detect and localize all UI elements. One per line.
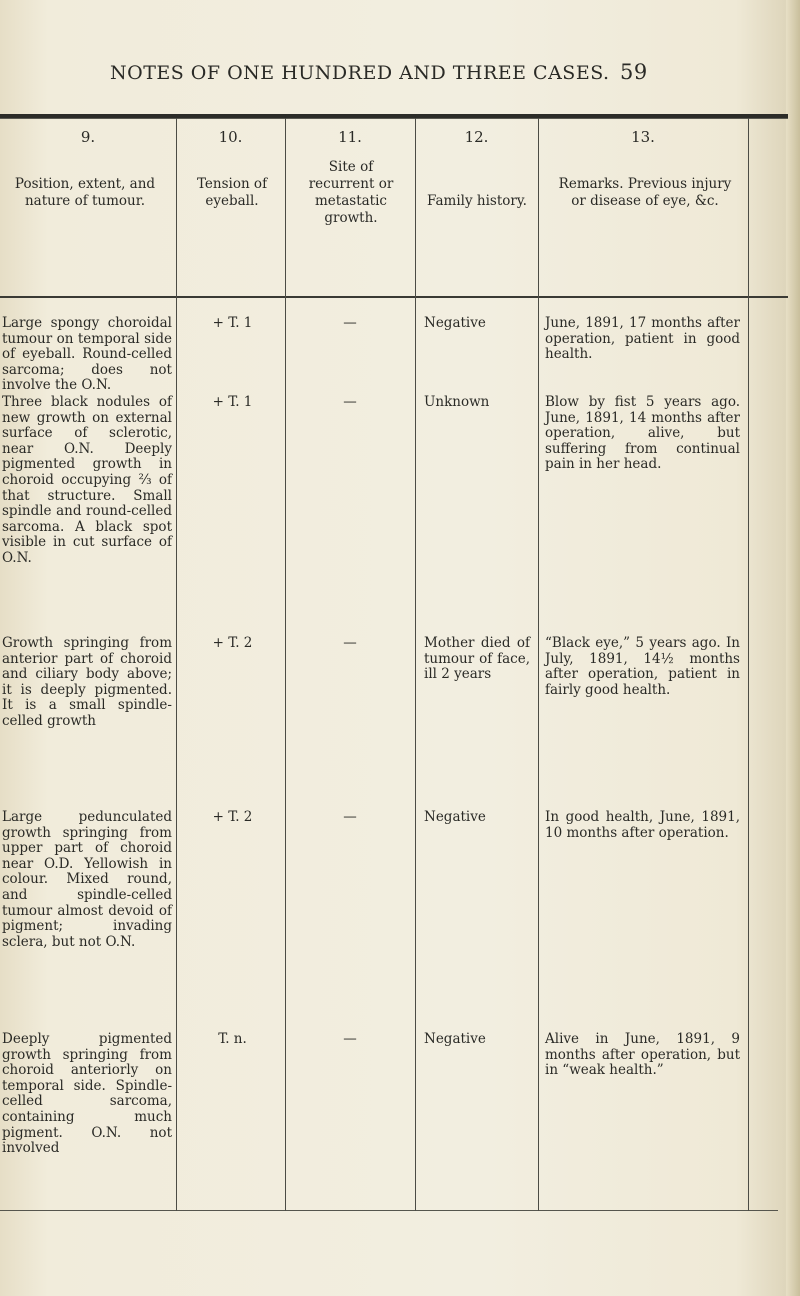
row-5-position: Deeply pigmented growth springing from choroid anteriorly on temporal side. Spindle-celled sarcoma, containing much pigment. O.N. not involved bbox=[2, 1031, 172, 1157]
column-heading-site: Site of recurrent or metastatic growth. bbox=[308, 159, 394, 226]
page-number: 59 bbox=[620, 60, 648, 84]
running-title: NOTES OF ONE HUNDRED AND THREE CASES. bbox=[110, 62, 610, 84]
column-divider bbox=[285, 118, 286, 1211]
column-number-13: 13. bbox=[631, 128, 655, 146]
column-number-11: 11. bbox=[338, 128, 362, 146]
row-3-remarks: “Black eye,” 5 years ago. In July, 1891, 14½ months after operation, patient in fairly good health. bbox=[545, 635, 740, 698]
column-heading-position: Position, extent, and nature of tumour. bbox=[14, 176, 156, 209]
row-1-family: Negative bbox=[424, 315, 486, 331]
column-heading-remarks: Remarks. Previous injury or disease of eye, &c. bbox=[558, 176, 732, 209]
row-3-site: — bbox=[343, 635, 357, 651]
row-4-site: — bbox=[343, 809, 357, 825]
column-divider bbox=[538, 118, 539, 1211]
row-1-position: Large spongy choroidal tumour on temporal side of eyeball. Round-celled sarcoma; does not involve the O.N. bbox=[2, 315, 172, 394]
page-edge bbox=[786, 0, 800, 1296]
row-1-tension: + T. 1 bbox=[212, 315, 253, 331]
row-2-site: — bbox=[343, 394, 357, 410]
row-4-tension: + T. 2 bbox=[212, 809, 253, 825]
row-2-position: Three black nodules of new growth on external surface of sclerotic, near O.N. Deeply pigmented growth in choroid occupying ⅔ of that structure. Small spindle and round-celled sarcoma. A black spot visible in cut surface of O.N. bbox=[2, 394, 172, 566]
row-5-tension: T. n. bbox=[218, 1031, 247, 1047]
row-5-family: Negative bbox=[424, 1031, 486, 1047]
row-5-remarks: Alive in June, 1891, 9 months after operation, but in “weak health.” bbox=[545, 1031, 740, 1079]
row-4-remarks: In good health, June, 1891, 10 months after operation. bbox=[545, 809, 740, 841]
bottom-rule bbox=[0, 1210, 778, 1211]
row-2-tension: + T. 1 bbox=[212, 394, 253, 410]
row-4-family: Negative bbox=[424, 809, 486, 825]
row-3-position: Growth springing from anterior part of choroid and ciliary body above; it is deeply pigmented. It is a small spindle-celled growth bbox=[2, 635, 172, 729]
running-head bbox=[0, 60, 800, 90]
header-rule bbox=[0, 296, 788, 298]
row-3-family: Mother died of tumour of face, ill 2 years bbox=[424, 635, 530, 683]
column-divider bbox=[415, 118, 416, 1211]
row-2-family: Unknown bbox=[424, 394, 490, 410]
row-2-remarks: Blow by fist 5 years ago. June, 1891, 14 months after operation, alive, but suffering from continual pain in her head. bbox=[545, 394, 740, 473]
row-5-site: — bbox=[343, 1031, 357, 1047]
column-heading-family: Family history. bbox=[427, 193, 527, 209]
column-heading-tension: Tension of eyeball. bbox=[196, 176, 268, 209]
top-rule-thin bbox=[0, 118, 788, 119]
column-number-10: 10. bbox=[218, 128, 243, 146]
column-divider bbox=[176, 118, 177, 1211]
column-number-12: 12. bbox=[464, 128, 489, 146]
row-4-position: Large pedunculated growth springing from upper part of choroid near O.D. Yellowish in colour. Mixed round, and spindle-celled tumour almost devoid of pigment; invading sclera, but not O.N. bbox=[2, 809, 172, 950]
column-number-9: 9. bbox=[80, 128, 96, 146]
row-1-site: — bbox=[343, 315, 357, 331]
row-3-tension: + T. 2 bbox=[212, 635, 253, 651]
column-divider bbox=[748, 118, 749, 1211]
row-1-remarks: June, 1891, 17 months after operation, patient in good health. bbox=[545, 315, 740, 363]
